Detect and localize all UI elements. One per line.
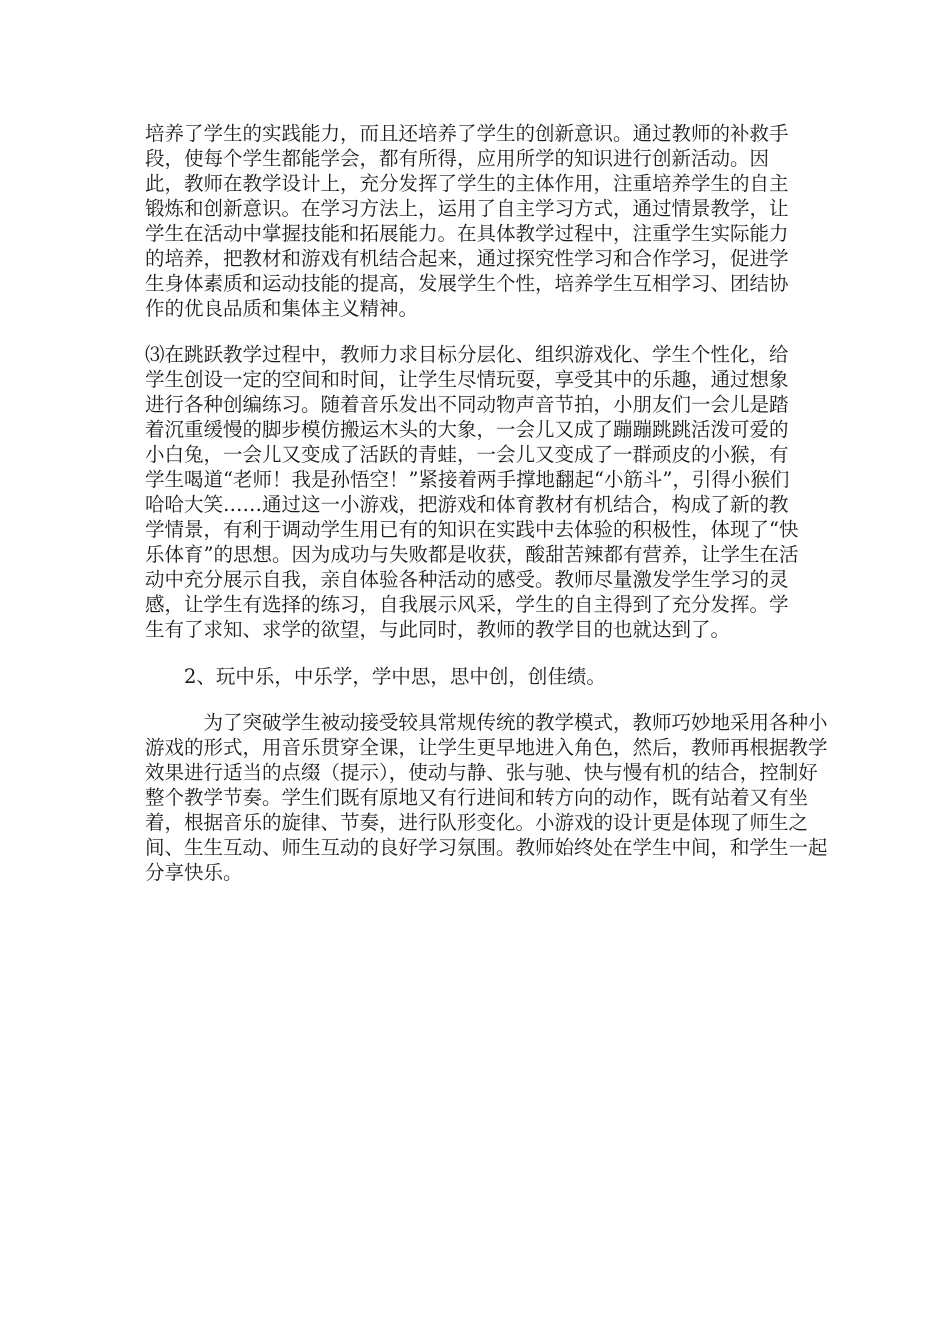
section-heading-play-and-learn: 2、玩中乐，中乐学，学中思，思中创，创佳绩。 [145, 665, 606, 688]
paragraph-practice-ability: 培养了学生的实践能力，而且还培养了学生的创新意识。通过教师的补救手段，使每个学生都能学会，都有所得，应用所学的知识进行创新活动。因此，教师在教学设计上，充分发挥了学生的主体作用，注重培养学生的自主锻炼和创新意识。在学习方法上，运用了自主学习方式，通过情景教学，让学生在活动中掌握技能和拓展能力。在具体教学过程中，注重学生实际能力的培养，把教材和游戏有机结合起来，通过探究性学习和合作学习，促进学生身体素质和运动技能的提高，发展学生个性，培养学生互相学习、团结协作的优良品质和集体主义精神。 [145, 122, 789, 320]
paragraph-jumping-teaching: ⑶在跳跃教学过程中，教师力求目标分层化、组织游戏化、学生个性化，给学生创设一定的空间和时间，让学生尽情玩耍，享受其中的乐趣，通过想象进行各种创编练习。随着音乐发出不同动物声音节拍，小朋友们一会儿是踏着沉重缓慢的脚步模仿搬运木头的大象，一会儿又成了蹦蹦跳跳活泼可爱的小白兔，一会儿又变成了活跃的青蛙，一会儿又变成了一群顽皮的小猴，有学生喝道“老师！我是孙悟空！”紧接着两手撑地翻起“小筋斗”，引得小猴们哈哈大笑……通过这一小游戏，把游戏和体育教材有机结合，构成了新的教学情景，有利于调动学生用已有的知识在实践中去体验的积极性，体现了“快乐体育”的思想。因为成功与失败都是收获，酸甜苦辣都有营养，让学生在活动中充分展示自我，亲自体验各种活动的感受。教师尽量激发学生学习的灵感，让学生有选择的练习，自我展示风采，学生的自主得到了充分发挥。学生有了求知、求学的欲望，与此同时，教师的教学目的也就达到了。 [145, 343, 799, 641]
document-body [145, 121, 835, 885]
paragraph-teaching-mode: 为了突破学生被动接受较具常规传统的教学模式，教师巧妙地采用各种小游戏的形式，用音乐贯穿全课，让学生更早地进入角色，然后，教师再根据教学效果进行适当的点缀（提示），使动与静、张与驰、快与慢有机的结合，控制好整个教学节奏。学生们既有原地又有行进间和转方向的动作，既有站着又有坐着，根据音乐的旋律、节奏，进行队形变化。小游戏的设计更是体现了师生之间、生生互动、师生互动的良好学习氛围。教师始终处在学生中间，和学生一起分享快乐。 [145, 711, 828, 884]
